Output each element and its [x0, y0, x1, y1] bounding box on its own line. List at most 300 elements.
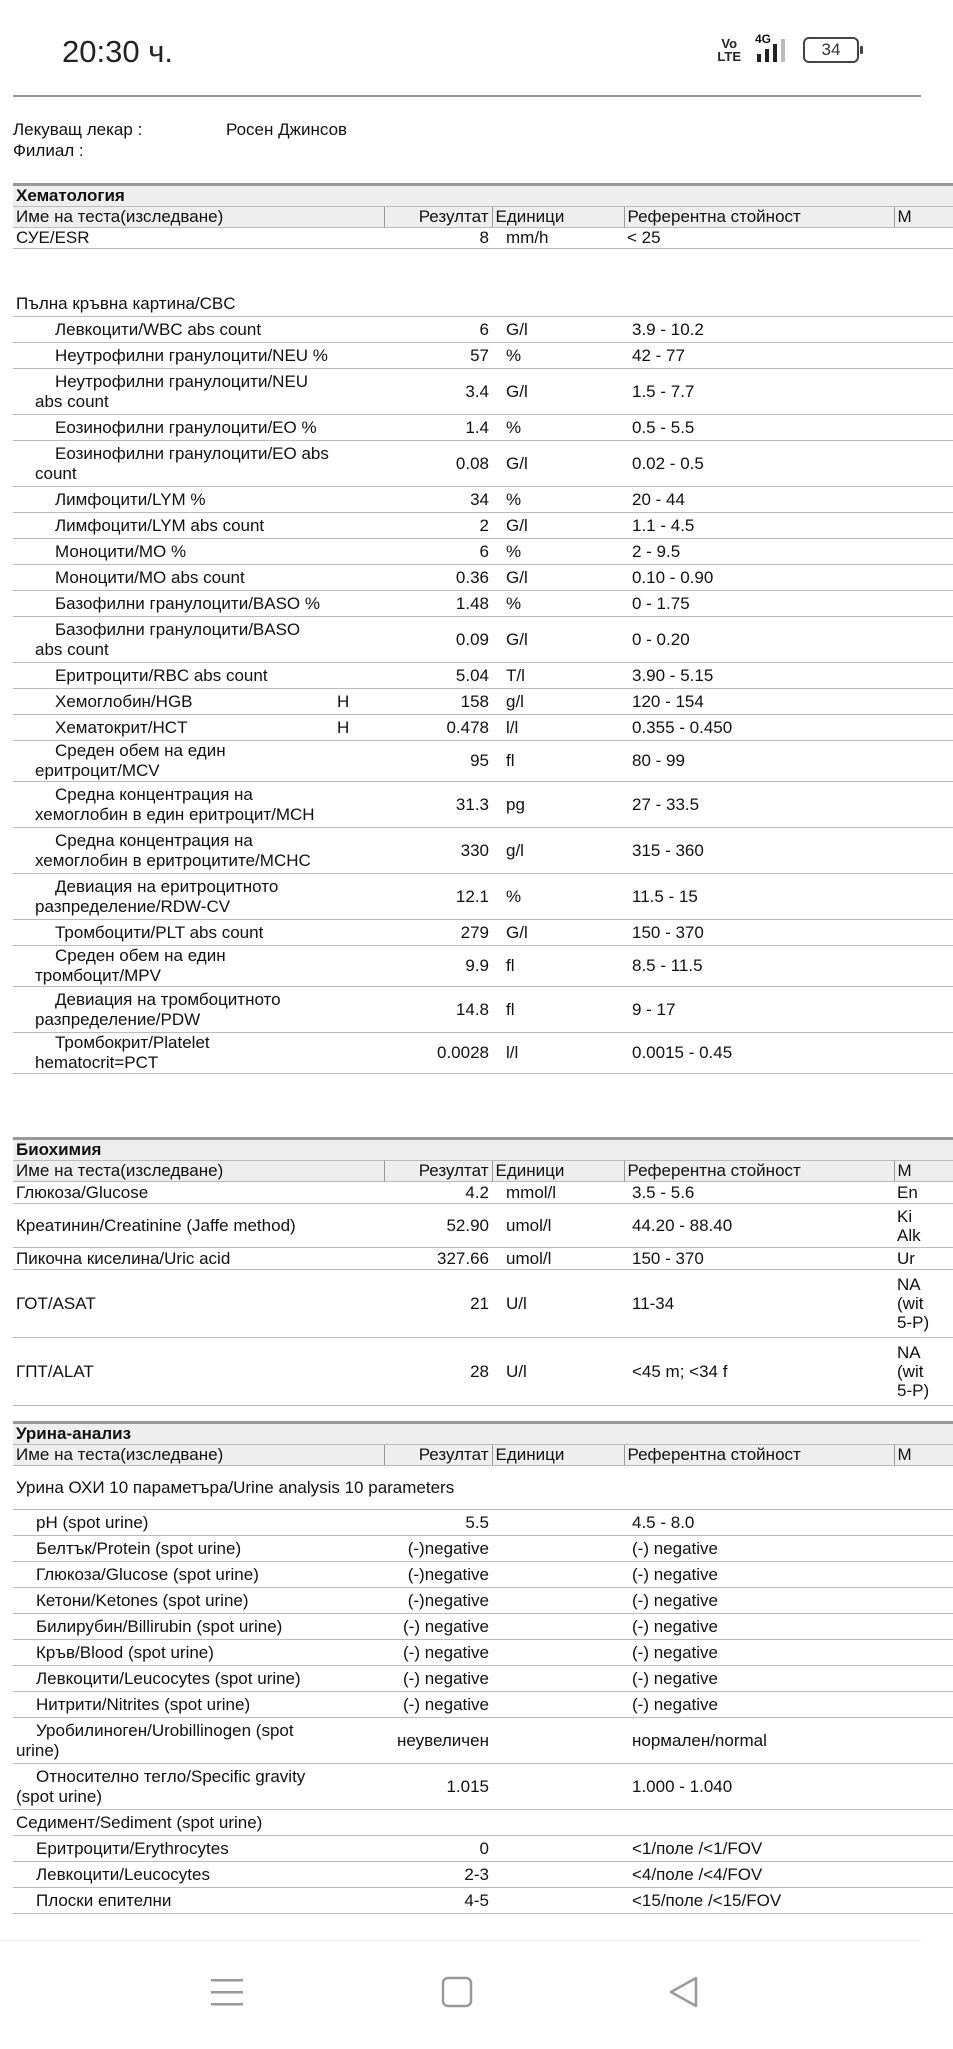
test-reference: (-) negative: [624, 1614, 894, 1640]
test-unit: [492, 1536, 624, 1562]
test-method: [894, 1888, 953, 1914]
test-name: Пикочна киселина/Uric acid: [13, 1248, 334, 1270]
test-unit: %: [492, 874, 624, 920]
test-name: Лимфоцити/LYM %: [13, 487, 334, 513]
test-result: 14.8: [384, 987, 492, 1033]
result-flag: [334, 415, 384, 441]
test-method: [894, 1862, 953, 1888]
test-name: Глюкоза/Glucose: [13, 1182, 334, 1204]
test-unit: %: [492, 591, 624, 617]
test-reference: (-) negative: [624, 1588, 894, 1614]
test-name: Базофилни гранулоцити/BASO abs count: [13, 617, 334, 663]
test-method: [894, 782, 953, 828]
doctor-name: Росен Джинсов: [226, 120, 348, 139]
test-result: 2: [384, 513, 492, 539]
test-reference: <45 m; <34 f: [624, 1338, 894, 1406]
table-row: [13, 1666, 953, 1692]
test-unit: U/l: [492, 1338, 624, 1406]
table-row: [13, 987, 953, 1033]
test-unit: T/l: [492, 663, 624, 689]
test-unit: g/l: [492, 689, 624, 715]
result-flag: [334, 1182, 384, 1204]
result-flag: [334, 1718, 384, 1764]
table-row: [13, 1614, 953, 1640]
table-row: [13, 1764, 953, 1810]
test-name: Тромбокрит/Platelet hematocrit=PCT: [13, 1033, 334, 1074]
test-method: NA (wit 5-P): [894, 1338, 953, 1406]
test-method: [894, 1718, 953, 1764]
test-reference: 1.000 - 1.040: [624, 1764, 894, 1810]
test-name: Еозинофилни гранулоцити/EO %: [13, 415, 334, 441]
section-title-hematology: Хематология: [13, 185, 953, 207]
doctor-info: [13, 119, 347, 161]
test-method: [894, 617, 953, 663]
test-unit: [492, 1588, 624, 1614]
test-result: (-) negative: [384, 1666, 492, 1692]
result-flag: [334, 1270, 384, 1338]
group-title-cbc: Пълна кръвна картина/CBC: [13, 249, 953, 317]
table-row: [13, 689, 953, 715]
test-unit: mmol/l: [492, 1182, 624, 1204]
table-row: [13, 874, 953, 920]
col-result: Резултат: [384, 1445, 492, 1466]
test-name: pH (spot urine): [13, 1510, 334, 1536]
col-name: Име на теста(изследване): [13, 1161, 384, 1182]
test-name: Левкоцити/Leucocytes (spot urine): [13, 1666, 334, 1692]
test-name: Глюкоза/Glucose (spot urine): [13, 1562, 334, 1588]
group-title-urine: Урина ОХИ 10 параметъра/Urine analysis 10 parameters: [13, 1466, 492, 1510]
test-method: [894, 1033, 953, 1074]
test-unit: l/l: [492, 1033, 624, 1074]
table-row: [13, 617, 953, 663]
result-flag: [334, 1204, 384, 1248]
test-reference: 8.5 - 11.5: [624, 946, 894, 987]
test-method: [894, 513, 953, 539]
test-unit: G/l: [492, 513, 624, 539]
result-flag: [334, 828, 384, 874]
test-name: Кетони/Ketones (spot urine): [13, 1588, 334, 1614]
col-units: Единици: [492, 1445, 624, 1466]
test-unit: G/l: [492, 441, 624, 487]
table-row: [13, 1338, 953, 1406]
test-result: (-)negative: [384, 1562, 492, 1588]
test-name: Билирубин/Billirubin (spot urine): [13, 1614, 334, 1640]
result-flag: [334, 1862, 384, 1888]
table-row: [13, 1692, 953, 1718]
test-reference: 4.5 - 8.0: [624, 1510, 894, 1536]
result-flag: H: [334, 715, 384, 741]
test-reference: 0.355 - 0.450: [624, 715, 894, 741]
table-row: [13, 741, 953, 782]
result-flag: [334, 1510, 384, 1536]
network-type: 4G: [755, 32, 772, 46]
test-result: неувеличен: [384, 1718, 492, 1764]
test-result: 0.36: [384, 565, 492, 591]
test-unit: fl: [492, 987, 624, 1033]
table-row: [13, 946, 953, 987]
test-result: (-)negative: [384, 1588, 492, 1614]
test-name: ГПТ/ALAT: [13, 1338, 334, 1406]
test-reference: 150 - 370: [624, 920, 894, 946]
test-reference: 42 - 77: [624, 343, 894, 369]
result-flag: [334, 487, 384, 513]
result-flag: [334, 1692, 384, 1718]
test-method: [894, 1836, 953, 1862]
table-row: [13, 441, 953, 487]
test-reference: (-) negative: [624, 1562, 894, 1588]
menu-icon[interactable]: [210, 1975, 244, 2009]
test-method: [894, 946, 953, 987]
test-method: [894, 415, 953, 441]
table-row: [13, 828, 953, 874]
test-method: [894, 1588, 953, 1614]
test-unit: umol/l: [492, 1248, 624, 1270]
column-header: [13, 207, 953, 228]
test-name: Девиация на еритроцитното разпределение/RDW-CV: [13, 874, 334, 920]
test-unit: %: [492, 539, 624, 565]
test-reference: 27 - 33.5: [624, 782, 894, 828]
col-result: Резултат: [384, 207, 492, 228]
test-reference: (-) negative: [624, 1640, 894, 1666]
col-reference: Референтна стойност: [624, 1161, 894, 1182]
test-name: СУЕ/ESR: [13, 228, 384, 249]
result-flag: [334, 1640, 384, 1666]
test-name: Левкоцити/Leucocytes: [13, 1862, 334, 1888]
result-flag: [334, 317, 384, 343]
test-name: Лимфоцити/LYM abs count: [13, 513, 334, 539]
test-reference: 150 - 370: [624, 1248, 894, 1270]
test-result: 5.04: [384, 663, 492, 689]
table-row: [13, 1862, 953, 1888]
table-row: [13, 663, 953, 689]
result-flag: [334, 1588, 384, 1614]
clock: 20:30 ч.: [62, 34, 173, 69]
test-result: 21: [384, 1270, 492, 1338]
test-method: [894, 741, 953, 782]
result-flag: [334, 1888, 384, 1914]
table-row: [13, 1836, 953, 1862]
test-name: Еритроцити/Erythrocytes: [13, 1836, 334, 1862]
test-result: 1.48: [384, 591, 492, 617]
test-unit: %: [492, 415, 624, 441]
home-icon[interactable]: [440, 1975, 474, 2009]
table-row: [13, 1888, 953, 1914]
table-row: [13, 343, 953, 369]
test-method: [894, 591, 953, 617]
test-name: Уробилиноген/Urobillinogen (spot urine): [13, 1718, 334, 1764]
test-result: 0.09: [384, 617, 492, 663]
test-result: 52.90: [384, 1204, 492, 1248]
status-bar: [0, 0, 921, 95]
test-unit: G/l: [492, 920, 624, 946]
test-reference: < 25: [624, 228, 894, 249]
test-method: [894, 441, 953, 487]
result-flag: [334, 782, 384, 828]
test-name: Плоски епителни: [13, 1888, 334, 1914]
test-name: Средна концентрация на хемоглобин в един еритроцит/MCH: [13, 782, 334, 828]
result-flag: [334, 946, 384, 987]
test-unit: pg: [492, 782, 624, 828]
test-reference: 315 - 360: [624, 828, 894, 874]
test-unit: umol/l: [492, 1204, 624, 1248]
test-result: 4-5: [384, 1888, 492, 1914]
test-result: 6: [384, 539, 492, 565]
table-row: [13, 1204, 953, 1248]
test-result: 158: [384, 689, 492, 715]
table-row: [13, 1270, 953, 1338]
test-result: 34: [384, 487, 492, 513]
test-unit: [492, 1510, 624, 1536]
result-flag: [334, 1836, 384, 1862]
col-units: Единици: [492, 207, 624, 228]
test-reference: 20 - 44: [624, 487, 894, 513]
test-method: [894, 828, 953, 874]
test-unit: [492, 1862, 624, 1888]
test-result: 0.0028: [384, 1033, 492, 1074]
result-flag: [334, 663, 384, 689]
test-method: [894, 920, 953, 946]
table-row: [13, 782, 953, 828]
urine-table: [13, 1421, 953, 1914]
test-name: Тромбоцити/PLT abs count: [13, 920, 334, 946]
table-row: [13, 487, 953, 513]
test-unit: [492, 1562, 624, 1588]
test-unit: [492, 1718, 624, 1764]
test-method: En: [894, 1182, 953, 1204]
test-result: 327.66: [384, 1248, 492, 1270]
col-method: М: [894, 1445, 953, 1466]
test-name: Девиация на тромбоцитното разпределение/PDW: [13, 987, 334, 1033]
test-reference: 0.5 - 5.5: [624, 415, 894, 441]
test-method: [894, 874, 953, 920]
test-name: Среден обем на един еритроцит/MCV: [13, 741, 334, 782]
test-name: Относително тегло/Specific gravity (spot urine): [13, 1764, 334, 1810]
test-reference: (-) negative: [624, 1666, 894, 1692]
result-flag: [334, 1764, 384, 1810]
table-row: [13, 715, 953, 741]
test-reference: 11-34: [624, 1270, 894, 1338]
column-header: [13, 1445, 953, 1466]
test-reference: 9 - 17: [624, 987, 894, 1033]
urine-group-row: [13, 1466, 953, 1510]
test-unit: [492, 1614, 624, 1640]
test-method: Ur: [894, 1248, 953, 1270]
table-row: [13, 1640, 953, 1666]
test-unit: mm/h: [492, 228, 624, 249]
table-row: [13, 513, 953, 539]
test-result: 1.015: [384, 1764, 492, 1810]
table-row: [13, 1182, 953, 1204]
test-reference: 44.20 - 88.40: [624, 1204, 894, 1248]
hematology-table: [13, 183, 953, 1074]
test-result: 0.08: [384, 441, 492, 487]
result-flag: [334, 369, 384, 415]
test-name: Еритроцити/RBC abs count: [13, 663, 334, 689]
result-flag: [334, 539, 384, 565]
test-result: 2-3: [384, 1862, 492, 1888]
test-result: (-)negative: [384, 1536, 492, 1562]
test-reference: <1/поле /<1/FOV: [624, 1836, 894, 1862]
test-unit: fl: [492, 946, 624, 987]
test-unit: U/l: [492, 1270, 624, 1338]
test-reference: 0 - 1.75: [624, 591, 894, 617]
test-name: Креатинин/Creatinine (Jaffe method): [13, 1204, 334, 1248]
test-result: 5.5: [384, 1510, 492, 1536]
table-row: [13, 1510, 953, 1536]
test-result: 12.1: [384, 874, 492, 920]
result-flag: [334, 513, 384, 539]
test-method: [894, 987, 953, 1033]
cbc-group-row: [13, 249, 953, 317]
test-reference: 3.9 - 10.2: [624, 317, 894, 343]
result-flag: H: [334, 689, 384, 715]
result-flag: [334, 343, 384, 369]
test-result: 28: [384, 1338, 492, 1406]
test-result: 6: [384, 317, 492, 343]
battery-icon: 34: [803, 37, 859, 63]
test-reference: 80 - 99: [624, 741, 894, 782]
test-result: (-) negative: [384, 1692, 492, 1718]
result-flag: [334, 591, 384, 617]
group-title-sediment: Седимент/Sediment (spot urine): [13, 1810, 953, 1836]
test-result: 0.478: [384, 715, 492, 741]
test-result: 95: [384, 741, 492, 782]
branch-label: Филиал :: [13, 141, 84, 160]
test-result: 9.9: [384, 946, 492, 987]
test-unit: fl: [492, 741, 624, 782]
test-method: [894, 565, 953, 591]
test-name: Неутрофилни гранулоцити/NEU abs count: [13, 369, 334, 415]
test-method: [894, 1510, 953, 1536]
table-row: [13, 1562, 953, 1588]
test-reference: 1.5 - 7.7: [624, 369, 894, 415]
test-reference: 3.5 - 5.6: [624, 1182, 894, 1204]
result-flag: [334, 874, 384, 920]
test-result: 279: [384, 920, 492, 946]
test-name: Неутрофилни гранулоцити/NEU %: [13, 343, 334, 369]
test-unit: g/l: [492, 828, 624, 874]
table-row: [13, 920, 953, 946]
table-row: [13, 317, 953, 343]
sediment-group-row: [13, 1810, 953, 1836]
col-name: Име на теста(изследване): [13, 207, 384, 228]
test-unit: [492, 1692, 624, 1718]
test-reference: 0.10 - 0.90: [624, 565, 894, 591]
table-row: [13, 1248, 953, 1270]
test-result: 330: [384, 828, 492, 874]
test-name: Базофилни гранулоцити/BASO %: [13, 591, 334, 617]
test-result: 57: [384, 343, 492, 369]
test-method: [894, 663, 953, 689]
navigation-bar: [0, 1940, 921, 2049]
result-flag: [334, 617, 384, 663]
test-name: Средна концентрация на хемоглобин в еритроцитите/MCHC: [13, 828, 334, 874]
doctor-label: Лекуващ лекар :: [13, 120, 143, 139]
back-icon[interactable]: [666, 1975, 700, 2009]
test-reference: 120 - 154: [624, 689, 894, 715]
col-method: М: [894, 1161, 953, 1182]
table-row: [13, 539, 953, 565]
test-method: [894, 1692, 953, 1718]
test-reference: 1.1 - 4.5: [624, 513, 894, 539]
table-row: [13, 1536, 953, 1562]
section-title-biochemistry: Биохимия: [13, 1139, 953, 1161]
test-method: [894, 487, 953, 513]
test-reference: 2 - 9.5: [624, 539, 894, 565]
test-reference: 3.90 - 5.15: [624, 663, 894, 689]
test-result: 0: [384, 1836, 492, 1862]
result-flag: [334, 1536, 384, 1562]
result-flag: [334, 565, 384, 591]
test-name: Хемоглобин/HGB: [13, 689, 334, 715]
test-name: Еозинофилни гранулоцити/EO abs count: [13, 441, 334, 487]
test-result: 31.3: [384, 782, 492, 828]
test-method: [894, 1536, 953, 1562]
table-row: [13, 565, 953, 591]
result-flag: [334, 1338, 384, 1406]
biochemistry-table: [13, 1137, 953, 1406]
test-unit: [492, 1764, 624, 1810]
table-row: [13, 228, 953, 249]
test-name: Моноцити/MO abs count: [13, 565, 334, 591]
test-method: [894, 1666, 953, 1692]
top-divider: [13, 95, 921, 97]
test-method: [894, 689, 953, 715]
test-name: Кръв/Blood (spot urine): [13, 1640, 334, 1666]
table-row: [13, 591, 953, 617]
test-reference: 11.5 - 15: [624, 874, 894, 920]
test-name: Белтък/Protein (spot urine): [13, 1536, 334, 1562]
test-unit: l/l: [492, 715, 624, 741]
test-reference: (-) negative: [624, 1536, 894, 1562]
test-method: [894, 1562, 953, 1588]
test-method: NA (wit 5-P): [894, 1270, 953, 1338]
test-name: Среден обем на един тромбоцит/MPV: [13, 946, 334, 987]
result-flag: [334, 920, 384, 946]
test-reference: 0.0015 - 0.45: [624, 1033, 894, 1074]
result-flag: [334, 1614, 384, 1640]
test-unit: [492, 1836, 624, 1862]
test-reference: (-) negative: [624, 1692, 894, 1718]
test-unit: G/l: [492, 369, 624, 415]
test-method: [894, 369, 953, 415]
table-row: [13, 1718, 953, 1764]
test-name: ГОТ/ASAT: [13, 1270, 334, 1338]
result-flag: [334, 987, 384, 1033]
test-unit: G/l: [492, 617, 624, 663]
test-method: [894, 715, 953, 741]
test-result: 4.2: [384, 1182, 492, 1204]
test-unit: [492, 1640, 624, 1666]
test-method: Ki Alk: [894, 1204, 953, 1248]
test-method: [894, 1640, 953, 1666]
test-method: [894, 343, 953, 369]
table-row: [13, 1033, 953, 1074]
test-reference: 0 - 0.20: [624, 617, 894, 663]
col-name: Име на теста(изследване): [13, 1445, 384, 1466]
table-row: [13, 1588, 953, 1614]
test-method: [894, 539, 953, 565]
test-name: Нитрити/Nitrites (spot urine): [13, 1692, 334, 1718]
lab-report: [0, 95, 930, 1940]
col-result: Резултат: [384, 1161, 492, 1182]
col-reference: Референтна стойност: [624, 1445, 894, 1466]
test-result: 8: [384, 228, 492, 249]
test-name: Левкоцити/WBC abs count: [13, 317, 334, 343]
col-units: Единици: [492, 1161, 624, 1182]
test-method: [894, 317, 953, 343]
result-flag: [334, 441, 384, 487]
